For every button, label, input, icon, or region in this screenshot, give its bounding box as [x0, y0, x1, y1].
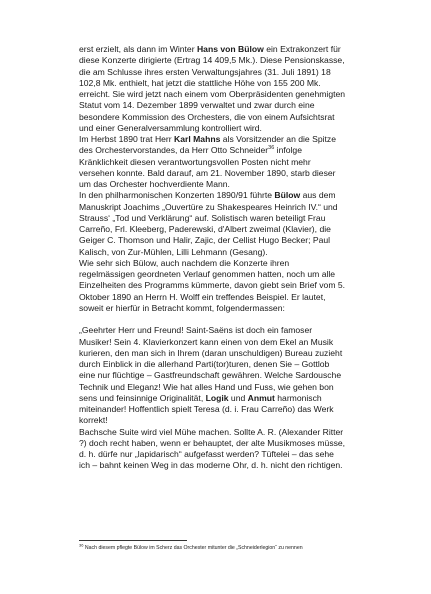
text-run: korrekt! — [79, 415, 108, 426]
text-run: durch Einblick in die allerhand Parti(tor)turen, denen Sie – Gottlob — [79, 359, 330, 369]
bold-name: Anmut — [247, 392, 275, 403]
text-run: Bachsche Suite wird viel Mühe machen. Sollte A. R. (Alexander Ritter — [79, 426, 344, 437]
text-run: Kränklichkeit diesen verantwortungsvollen Posten nicht mehr — [79, 156, 311, 167]
text-run: Oktober 1890 an Herrn H. Wolff ein treffendes Beispiel. Er lautet, — [79, 291, 326, 302]
text-run: „Geehrter Herr und Freund! Saint-Saëns ist doch ein famoser — [79, 325, 313, 336]
bold-name: Hans von Bülow — [196, 44, 264, 54]
text-line — [79, 292, 379, 303]
text-run: versehen konnte. Bald darauf, am 21. November 1890, starb dieser — [79, 167, 336, 178]
text-line — [79, 89, 379, 100]
text-line — [79, 44, 379, 55]
footnote-separator — [79, 540, 187, 541]
text-run: besondere Kommission des Orchesters, die von einem Aufsichtsrat — [79, 111, 335, 122]
text-line — [79, 202, 379, 213]
text-line — [79, 168, 379, 179]
bold-name: Logik — [205, 392, 229, 403]
body-text — [79, 44, 379, 472]
text-run: ich – bahnt keinen Weg in das moderne Ohr, d. h. nicht den richtigen. — [79, 460, 343, 471]
text-run: 102,8 Mk. enthielt, hat jetzt die stattliche Höhe von 155 200 Mk. — [79, 77, 321, 88]
text-line — [79, 382, 379, 393]
text-line — [79, 359, 379, 370]
text-run: des Orchestervorstandes, da Herr Otto Schneider — [79, 145, 269, 156]
text-line — [79, 235, 379, 246]
text-run: um das Orchester hochverdiente Mann. — [79, 179, 230, 189]
text-run: und — [228, 392, 248, 403]
text-run: regelmässigen geordneten Verlauf genommen hatten, noch um alle — [79, 269, 336, 279]
text-line — [79, 337, 379, 348]
text-run: eine nur flüchtige – Gastfreundschaft gewähren. Welche Sardousche — [79, 370, 342, 381]
text-line — [79, 213, 379, 224]
text-run: In den philharmonischen Konzerten 1890/91 führte — [79, 190, 275, 201]
text-run: erst erzielt, als dann im Winter — [79, 44, 197, 54]
text-line — [79, 449, 379, 460]
text-line — [79, 123, 379, 134]
text-run: aus dem — [300, 190, 336, 201]
text-run: erreicht. Sie wird jetzt nach einem vom Oberpräsidenten genehmigten — [79, 89, 346, 99]
text-line — [79, 258, 379, 269]
text-run: infolge — [274, 145, 302, 156]
text-line — [79, 460, 379, 471]
text-run: Einzelheiten des Programms kümmerte, davon giebt sein Brief vom 5. — [79, 280, 346, 291]
text-line — [79, 404, 379, 415]
footnote-text: Nach diesem pflegte Bülow im Scherz das Orchester mitunter die „Schneiderlegion“ zu nennen — [83, 545, 303, 551]
text-run: Manuskript Joachims „Ouvertüre zu Shakespeares Heinrich IV.“ und — [79, 201, 338, 212]
text-line — [79, 179, 379, 190]
text-line — [79, 157, 379, 168]
text-run: soweit er hierfür in Betracht kommt, folgendermassen: — [79, 302, 285, 313]
text-run: miteinander! Hoffentlich spielt Teresa (d. i. Frau Carreño) das Werk — [79, 404, 334, 414]
paragraph-gap — [79, 314, 379, 325]
text-line — [79, 78, 379, 89]
text-run: als Vorsitzender an die Spitze — [220, 134, 336, 144]
text-run: Im Herbst 1890 trat Herr — [79, 134, 175, 144]
text-run: Musiker! Sein 4. Klavierkonzert kann einen von dem Ekel an Musik — [79, 336, 334, 347]
text-line — [79, 370, 379, 381]
footnote — [79, 542, 379, 552]
text-run: Technik und Eleganz! Wie hat alles Hand und Fuss, wie gehen bon — [79, 381, 334, 392]
text-run: Kalisch, von Zur-Mühlen, Lilli Lehmann (Gesang). — [79, 246, 268, 257]
text-line — [79, 224, 379, 235]
text-line — [79, 427, 379, 438]
text-line — [79, 134, 379, 145]
text-run: harmonisch — [274, 392, 322, 403]
text-line — [79, 280, 379, 291]
text-run: Carreño, Frl. Kleeberg, Paderewski, d'Albert zweimal (Klavier), die — [79, 224, 331, 234]
text-line — [79, 190, 379, 201]
text-line — [79, 415, 379, 426]
text-run: ein Extrakonzert für — [263, 44, 341, 54]
text-run: die am Schlusse ihres ersten Verwaltungsjahres (31. Juli 1891) 18 — [79, 66, 331, 77]
text-run: ?) doch recht haben, wenn er behauptet, der alte Musikmoses müsse, — [79, 437, 346, 448]
text-line — [79, 325, 379, 336]
text-line — [79, 247, 379, 258]
text-line — [79, 393, 379, 404]
text-run: Wie sehr sich Bülow, auch nachdem die Konzerte ihren — [79, 257, 290, 268]
text-line — [79, 303, 379, 314]
text-run: Statut vom 14. Dezember 1899 verwaltet und zwar durch eine — [79, 100, 315, 111]
text-line — [79, 112, 379, 123]
text-run: kurieren, den man sich in Ihrem (daran unschuldigen) Bureau zuzieht — [79, 347, 343, 358]
text-run: Strauss‘ „Tod und Verklärung“ auf. Solistisch waren beteiligt Frau — [79, 212, 326, 223]
text-line — [79, 67, 379, 78]
text-line — [79, 269, 379, 280]
text-run: diese Konzerte dirigierte (Ertrag 14 409,5 Mk.). Diese Pensionskasse, — [79, 55, 345, 66]
text-line — [79, 145, 379, 156]
text-run: und einer Generalversammlung kontrolliert wird. — [79, 122, 262, 133]
text-line — [79, 100, 379, 111]
bold-name: Bülow — [274, 190, 301, 201]
text-run: sens und feinsinnige Originalität, — [79, 392, 206, 403]
footnote-reference: 36 — [268, 145, 275, 152]
text-run: Geiger C. Thomson und Halir, Zajic, der Cellist Hugo Becker; Paul — [79, 235, 331, 246]
footnote-number: 36 — [79, 542, 84, 548]
text-line — [79, 438, 379, 449]
text-line — [79, 348, 379, 359]
bold-name: Karl Mahns — [174, 134, 221, 144]
text-line — [79, 55, 379, 66]
text-run: d. h. dürfe nur „lapidarisch“ aufgefasst werden? Tüftelei – das sehe — [79, 449, 334, 459]
